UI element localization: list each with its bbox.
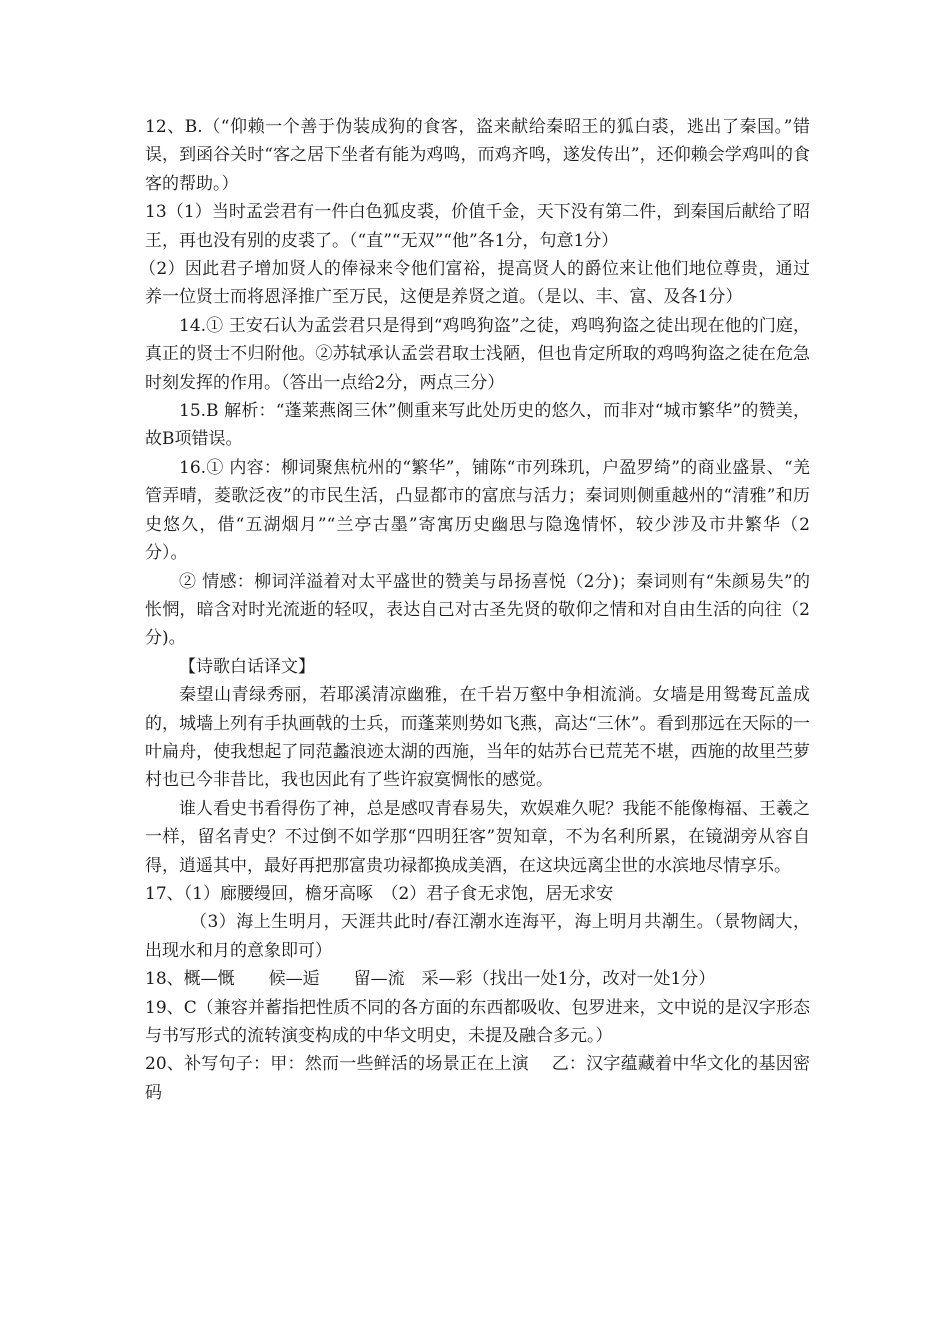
answer-13-part-1: 13（1）当时孟尝君有一件白色狐皮裘，价值千金，天下没有第二件，到秦国后献给了昭王，再也没有别的皮裘了。（“直”“无双”“他”各1分，句意1分）: [145, 202, 810, 251]
translation-paragraph-2: 谁人看史书看得伤了神，总是感叹青春易失，欢娱难久呢？我能不能像梅福、王羲之一样，留名青史？不过倒不如学那“四明狂客”贺知章，不为名利所累，在镜湖旁从容自得，逍遥其中，最好再把那富贵功禄都换成美酒，在这块远离尘世的水滨地尽情享乐。: [145, 798, 810, 876]
answer-17-part-1: 17、（1）廊腰缦回，檐牙高啄 （2）君子食无求饱，居无求安: [145, 883, 614, 904]
answer-16-content: 16.① 内容：柳词聚焦杭州的“繁华”，铺陈“市列珠玑，户盈罗绮”的商业盛景、“羌管弄晴，菱歌泛夜”的市民生活，凸显都市的富庶与活力；秦词则侧重越州的“清雅”和历史悠久，借“五湖烟月”“兰亭古墨”寄寓历史幽思与隐逸情怀，较少涉及市井繁华（2分）。: [145, 457, 810, 564]
answer-16-emotion: ② 情感：柳词洋溢着对太平盛世的赞美与昂扬喜悦（2分)；秦词则有“朱颜易失”的怅惘，暗含对时光流逝的轻叹，表达自己对古圣先贤的敬仰之情和对自由生活的向往（2分)。: [145, 571, 810, 649]
answer-17-part-2: （3）海上生明月，天涯共此时/春江潮水连海平，海上明月共潮生。（景物阔大，出现水和月的意象即可）: [145, 912, 810, 961]
answer-14: 14.① 王安石认为孟尝君只是得到“鸡鸣狗盗”之徒，鸡鸣狗盗之徒出现在他的门庭，真正的贤士不归附他。②苏轼承认孟尝君取士浅陋，但也肯定所取的鸡鸣狗盗之徒在危急时刻发挥的作用。（答出一点给2分，两点三分）: [145, 315, 810, 393]
answer-18: 18、概—慨 候—逅 留—流 采—彩（找出一处1分，改对一处1分）: [145, 969, 716, 990]
translation-paragraph-1: 秦望山青绿秀丽，若耶溪清凉幽雅，在千岩万壑中争相流淌。女墙是用鸳鸯瓦盖成的，城墙上列有手执画戟的士兵，而蓬莱则势如飞燕，高达“三休”。看到那远在天际的一叶扁舟，使我想起了同范蠡浪迹太湖的西施，当年的姑苏台已荒芜不堪，西施的故里苎萝村也已今非昔比，我也因此有了些许寂寞惆怅的感觉。: [145, 685, 810, 791]
translation-heading: 【诗歌白话译文】: [179, 656, 315, 677]
answer-12: 12、B.（“仰赖一个善于伪装成狗的食客，盗来献给秦昭王的狐白裘，逃出了秦国。”错误，到函谷关时“客之居下坐者有能为鸡鸣，而鸡齐鸣，遂发传出”，还仰赖会学鸡叫的食客的帮助。）: [145, 117, 810, 194]
answer-20: 20、补写句子：甲：然而一些鲜活的场景正在上演 乙：汉字蕴藏着中华文化的基因密码: [145, 1054, 810, 1103]
answer-15: 15.B 解析：“蓬莱燕阁三休”侧重来写此处历史的悠久，而非对“城市繁华”的赞美，故B项错误。: [145, 401, 810, 450]
answer-key-page: [139, 113, 810, 1107]
answer-13-part-2: （2）因此君子增加贤人的俸禄来令他们富裕，提高贤人的爵位来让他们地位尊贵，通过养一位贤士而将恩泽推广至万民，这便是养贤之道。（是以、丰、富、及各1分）: [139, 259, 810, 308]
answer-19: 19、C（兼容并蓄指把性质不同的各方面的东西都吸收、包罗进来，文中说的是汉字形态与书写形式的流转演变构成的中华文明史，未提及融合多元。）: [145, 997, 810, 1046]
